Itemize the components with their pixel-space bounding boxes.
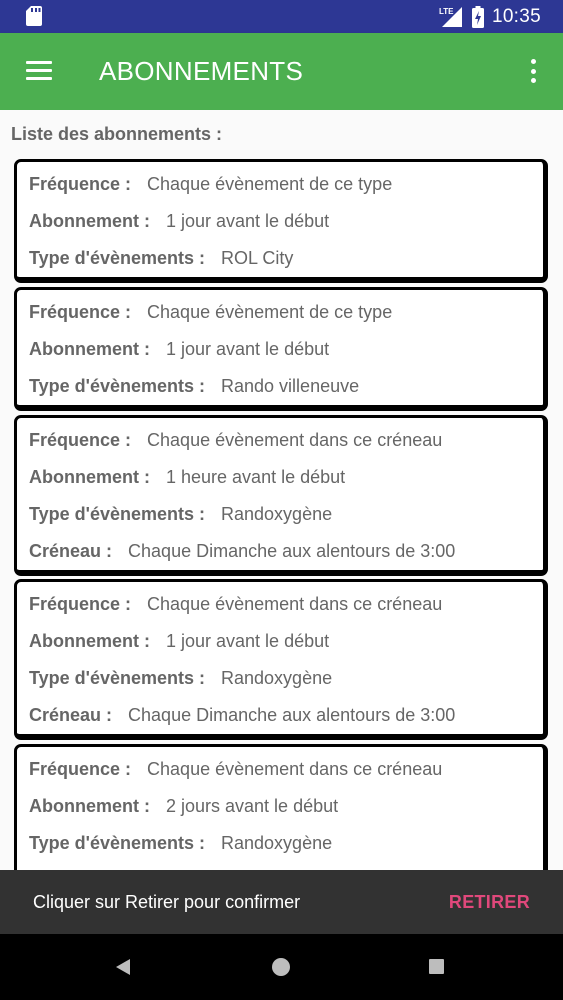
page-title: ABONNEMENTS <box>99 56 304 86</box>
list-heading: Liste des abonnements : <box>11 124 223 144</box>
row-label: Type d'évènements : <box>29 248 206 268</box>
snackbar <box>0 870 563 934</box>
row-value: Randoxygène <box>221 833 333 853</box>
row-label: Fréquence : <box>29 302 132 322</box>
home-icon[interactable] <box>272 958 290 976</box>
row-value: Chaque évènement de ce type <box>147 174 393 194</box>
row-value: 1 jour avant le début <box>166 339 330 359</box>
card-row <box>29 331 531 368</box>
sd-card-icon <box>26 6 42 26</box>
lte-signal-icon <box>438 6 464 28</box>
subscription-list[interactable] <box>0 110 563 870</box>
menu-icon[interactable] <box>26 61 52 81</box>
row-label: Type d'évènements : <box>29 668 206 688</box>
recents-icon[interactable] <box>429 959 444 974</box>
row-value: Rando villeneuve <box>221 376 360 396</box>
row-value: 1 heure avant le début <box>166 467 346 487</box>
row-value: Chaque évènement dans ce créneau <box>147 430 443 450</box>
row-label: Abonnement : <box>29 467 150 487</box>
card-row <box>29 368 531 405</box>
card-row <box>29 459 531 496</box>
subscription-card[interactable] <box>14 579 548 740</box>
subscription-card[interactable] <box>14 287 548 411</box>
battery-charging-icon <box>472 6 484 28</box>
status-bar <box>0 0 563 33</box>
row-label: Type d'évènements : <box>29 833 206 853</box>
back-icon[interactable] <box>116 959 130 975</box>
row-label: Fréquence : <box>29 594 132 614</box>
row-value: Randoxygène <box>221 668 333 688</box>
card-row <box>29 422 531 459</box>
row-label: Abonnement : <box>29 631 150 651</box>
row-value: 1 jour avant le début <box>166 631 330 651</box>
row-value: 1 jour avant le début <box>166 211 330 231</box>
card-row <box>29 496 531 533</box>
row-label: Type d'évènements : <box>29 376 206 396</box>
row-label: Type d'évènements : <box>29 504 206 524</box>
card-row <box>29 697 531 734</box>
row-label: Créneau : <box>29 705 113 725</box>
row-label: Créneau : <box>29 541 113 561</box>
subscription-card[interactable] <box>14 415 548 576</box>
row-value: Randoxygène <box>221 504 333 524</box>
row-label: Fréquence : <box>29 759 132 779</box>
row-value: ROL City <box>221 248 294 268</box>
row-label: Abonnement : <box>29 211 150 231</box>
card-row <box>29 203 531 240</box>
card-row <box>29 751 531 788</box>
card-row <box>29 294 531 331</box>
row-value: Chaque évènement de ce type <box>147 302 393 322</box>
network-label: LTE <box>438 6 454 16</box>
row-value: Chaque évènement dans ce créneau <box>147 594 443 614</box>
snackbar-message: Cliquer sur Retirer pour confirmer <box>33 891 301 912</box>
row-label: Fréquence : <box>29 174 132 194</box>
row-value: Chaque évènement dans ce créneau <box>147 759 443 779</box>
card-row <box>29 660 531 697</box>
navigation-bar <box>0 934 563 1000</box>
card-row <box>29 825 531 862</box>
subscription-card[interactable] <box>14 159 548 283</box>
card-row <box>29 586 531 623</box>
card-row <box>29 533 531 570</box>
more-vert-icon[interactable] <box>531 59 537 83</box>
row-label: Abonnement : <box>29 339 150 359</box>
row-label: Abonnement : <box>29 796 150 816</box>
card-row <box>29 623 531 660</box>
card-row <box>29 788 531 825</box>
row-label: Fréquence : <box>29 430 132 450</box>
status-time: 10:35 <box>491 5 541 27</box>
card-row <box>29 166 531 203</box>
remove-button[interactable]: RETIRER <box>448 891 530 912</box>
row-value: Chaque Dimanche aux alentours de 3:00 <box>128 705 456 725</box>
app-bar <box>0 33 563 110</box>
row-value: 2 jours avant le début <box>166 796 339 816</box>
row-value: Chaque Dimanche aux alentours de 3:00 <box>128 541 456 561</box>
card-row <box>29 240 531 277</box>
